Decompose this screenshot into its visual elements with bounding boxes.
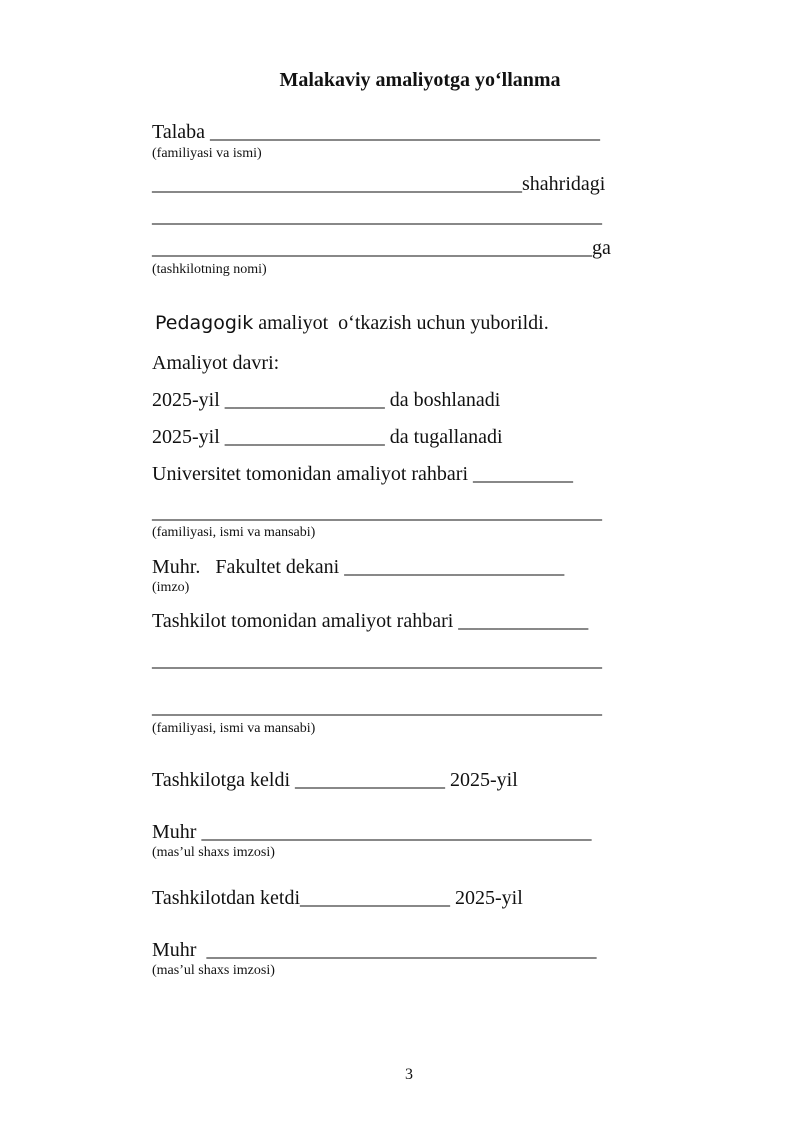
city-line [152,172,605,196]
dean-line: Muhr. Fakultet dekani ______________________ [152,556,565,578]
organization-supervisor-line: Tashkilot tomonidan amaliyot rahbari _____________ [152,610,589,632]
arrival-line: Tashkilotga keldi _______________ 2025-yil [152,769,518,791]
organization-supervisor-blank-1: _____________________________________________ [152,649,602,671]
city-blank: _____________________________________ [152,173,522,195]
end-date-line: 2025-yil ________________ da tugallanadi [152,426,503,448]
student-blank: _______________________________________ [210,121,601,143]
organization-suffix: ga [592,237,611,259]
period-label: Amaliyot davri: [152,352,280,374]
organization-caption: (tashkilotning nomi) [152,262,267,277]
stamp-line-2: Muhr _______________________________________ [152,939,597,961]
student-label: Talaba [152,121,206,143]
organization-line-2 [152,236,611,260]
university-supervisor-blank: _____________________________________________ [152,501,602,523]
practice-type: Pedagogik [155,312,254,334]
departure-line: Tashkilotdan ketdi_______________ 2025-yil [152,887,523,909]
stamp-caption-1: (mas’ul shaxs imzosi) [152,845,275,860]
student-line [152,120,600,144]
city-suffix: shahridagi [522,173,606,195]
organization-supervisor-blank-2: _____________________________________________ [152,696,602,718]
organization-blank-1: _____________________________________________ [152,205,602,227]
organization-blank-2: ____________________________________________ [152,237,592,259]
document-title: Malakaviy amaliyotga yo‘llanma [279,69,561,91]
page-number: 3 [405,1066,413,1083]
practice-sent-line [155,311,549,335]
dean-caption: (imzo) [152,580,190,595]
organization-supervisor-caption: (familiyasi, ismi va mansabi) [152,721,316,736]
start-date-line: 2025-yil ________________ da boshlanadi [152,389,501,411]
student-caption: (familiyasi va ismi) [152,146,262,161]
stamp-line-1: Muhr _______________________________________ [152,821,592,843]
university-supervisor-caption: (familiyasi, ismi va mansabi) [152,525,316,540]
stamp-caption-2: (mas’ul shaxs imzosi) [152,963,275,978]
practice-sent-text: amaliyot o‘tkazish uchun yuborildi. [253,312,549,334]
university-supervisor-line: Universitet tomonidan amaliyot rahbari __________ [152,463,574,485]
